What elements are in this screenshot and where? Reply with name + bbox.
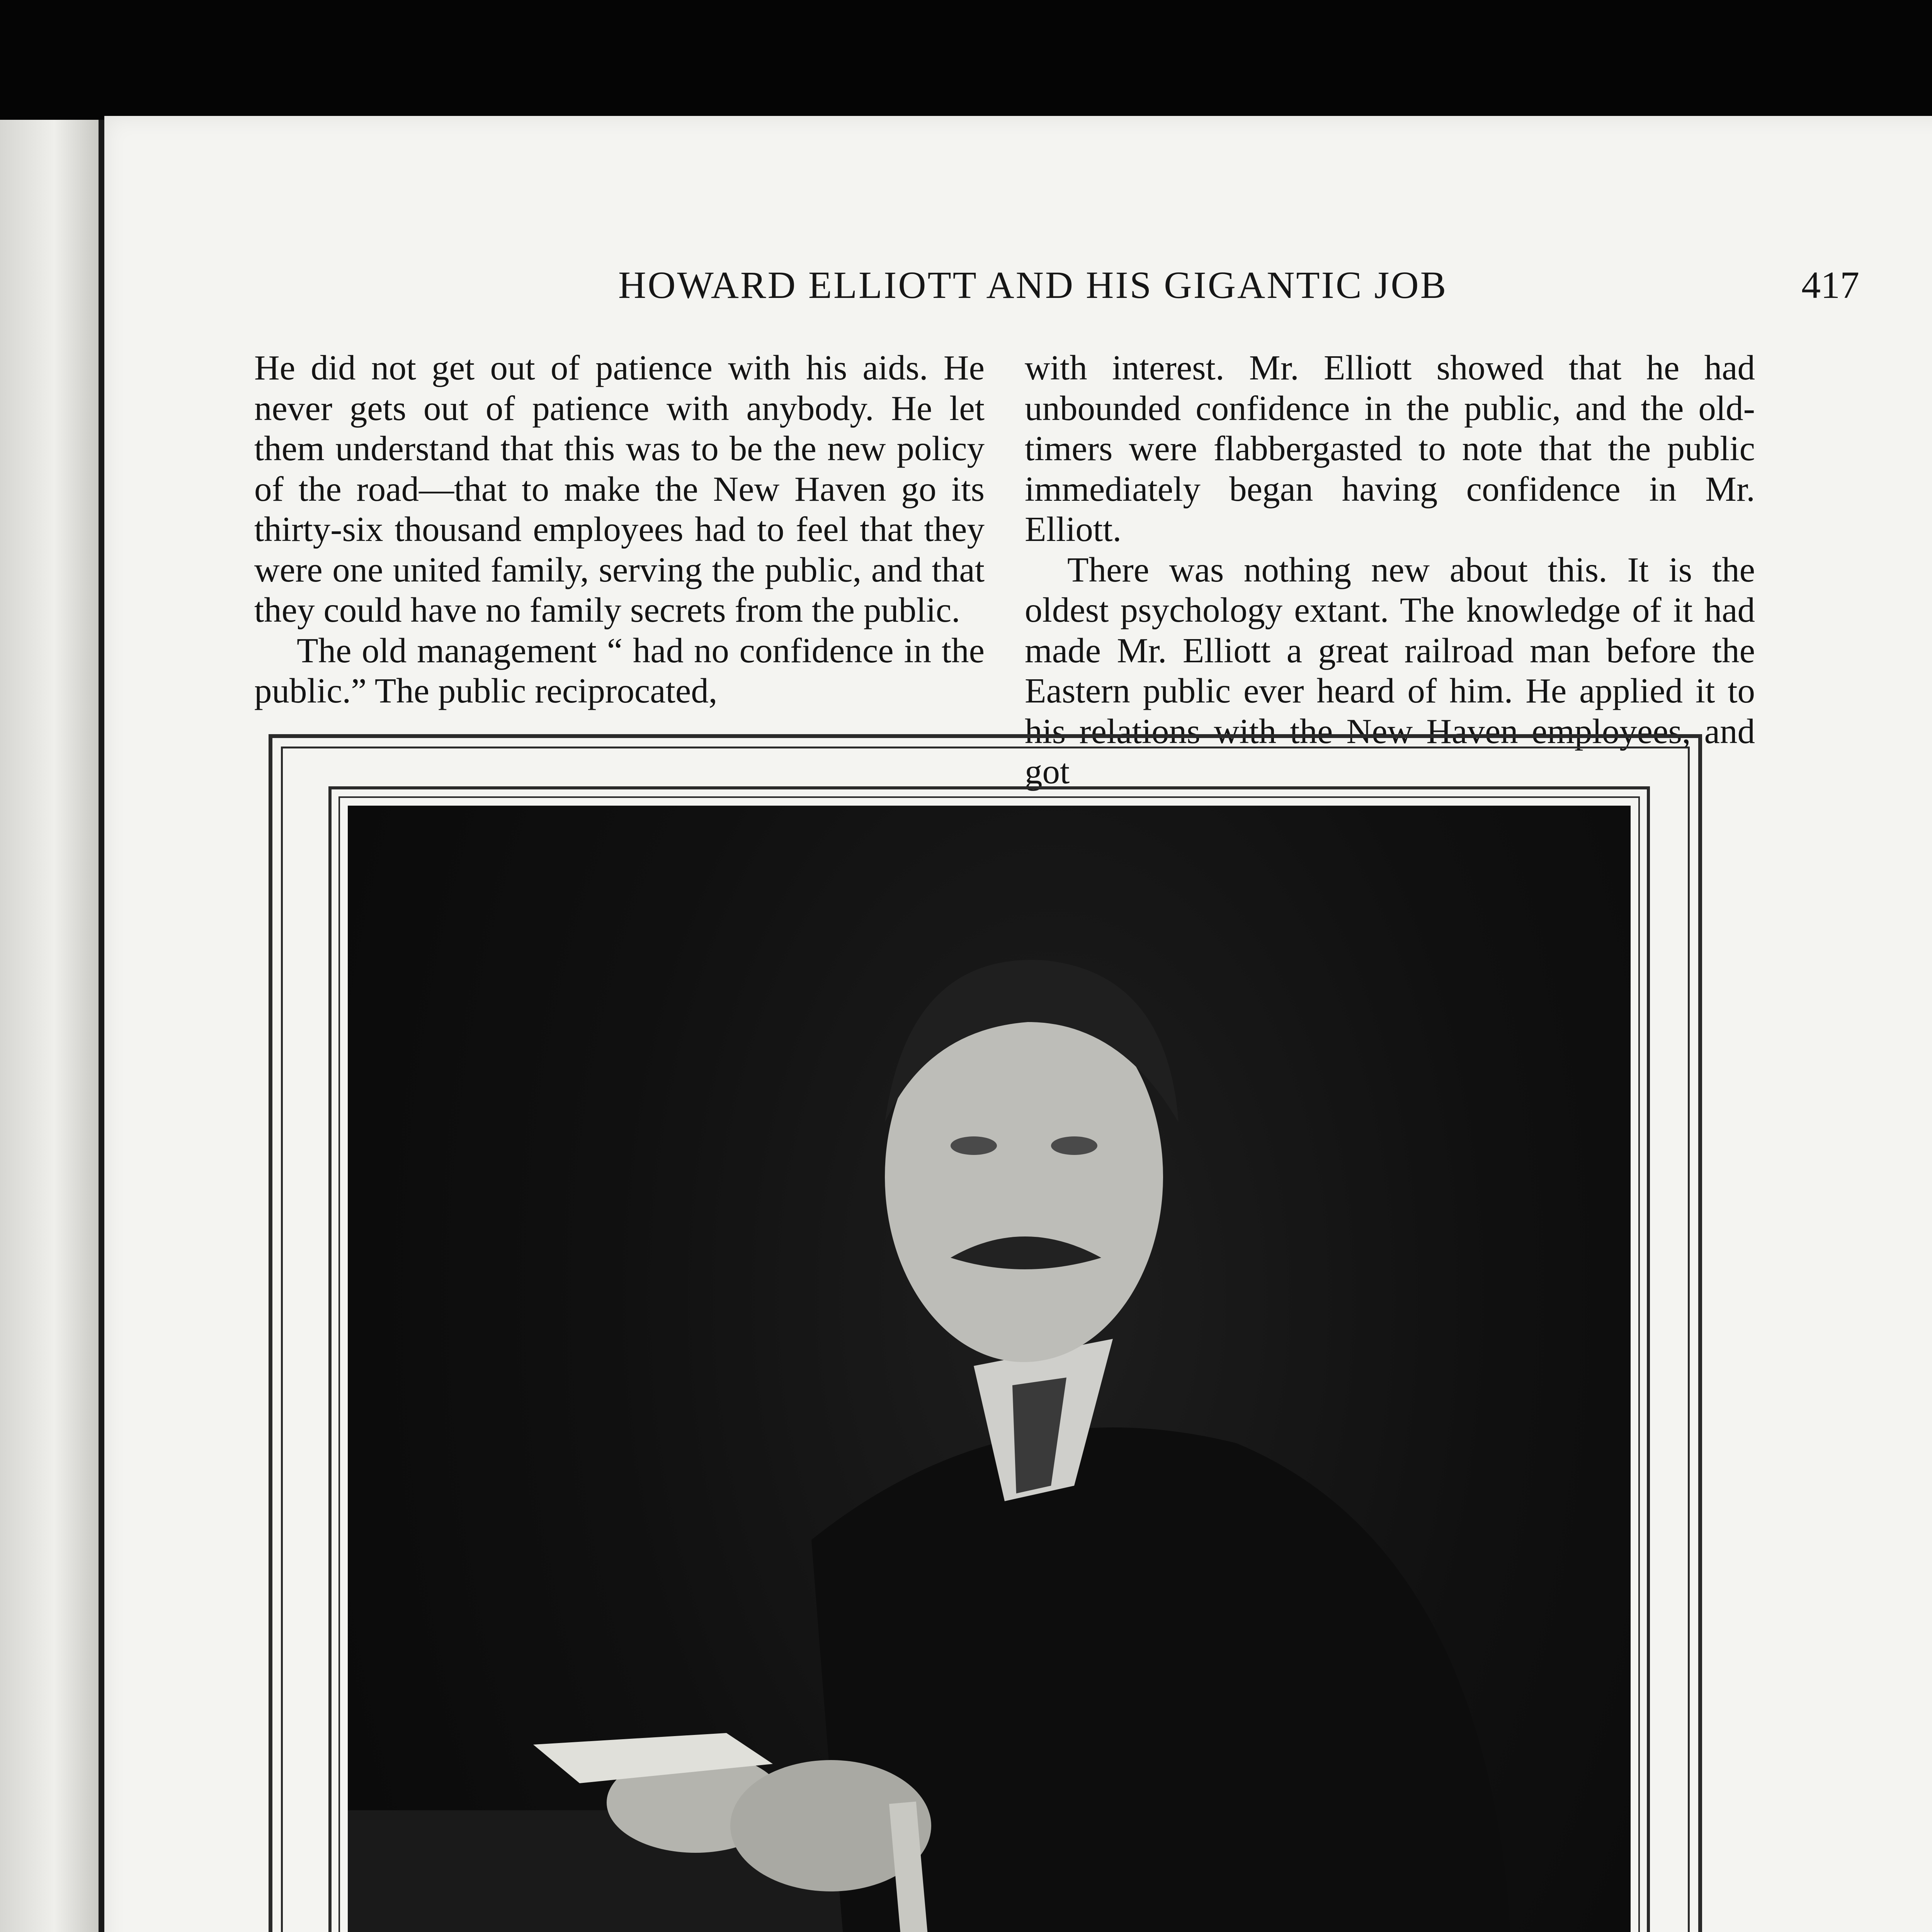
right-eye <box>1051 1136 1097 1155</box>
text-column-right <box>1025 348 1755 792</box>
paragraph: There was nothing new about this. It is the oldest psychology extant. The knowledge of it had made Mr. Elliott a great railroad man before the Eastern public ever heard of him. He applied it to his relations with the New Haven employees, and got <box>1025 550 1755 791</box>
paragraph: The old management “ had no confidence in the public.” The public reciprocated, <box>254 631 985 710</box>
running-head: HOWARD ELLIOTT AND HIS GIGANTIC JOB <box>618 264 1448 306</box>
suit <box>811 1427 1546 1932</box>
portrait-photo <box>348 806 1631 1932</box>
page-number: 417 <box>1801 264 1859 306</box>
portrait-illustration <box>348 806 1631 1932</box>
left-eye <box>951 1136 997 1155</box>
text-column-left <box>254 348 985 711</box>
page-header <box>104 263 1932 321</box>
paragraph: He did not get out of patience with his aids. He never gets out of patience with anybody. He let them understand that this was to be the new policy of the road—that to make the New Haven go its thirty-six thousand employees had to feel that they were one united family, serving the public, and that they could have no family secrets from the public. <box>254 348 985 629</box>
paragraph: with interest. Mr. Elliott showed that he had unbounded confidence in the public, and the old-timers were flabbergasted to note that the public immediately began having confidence in Mr. Elliott. <box>1025 348 1755 549</box>
left-page-edge <box>0 120 105 1932</box>
